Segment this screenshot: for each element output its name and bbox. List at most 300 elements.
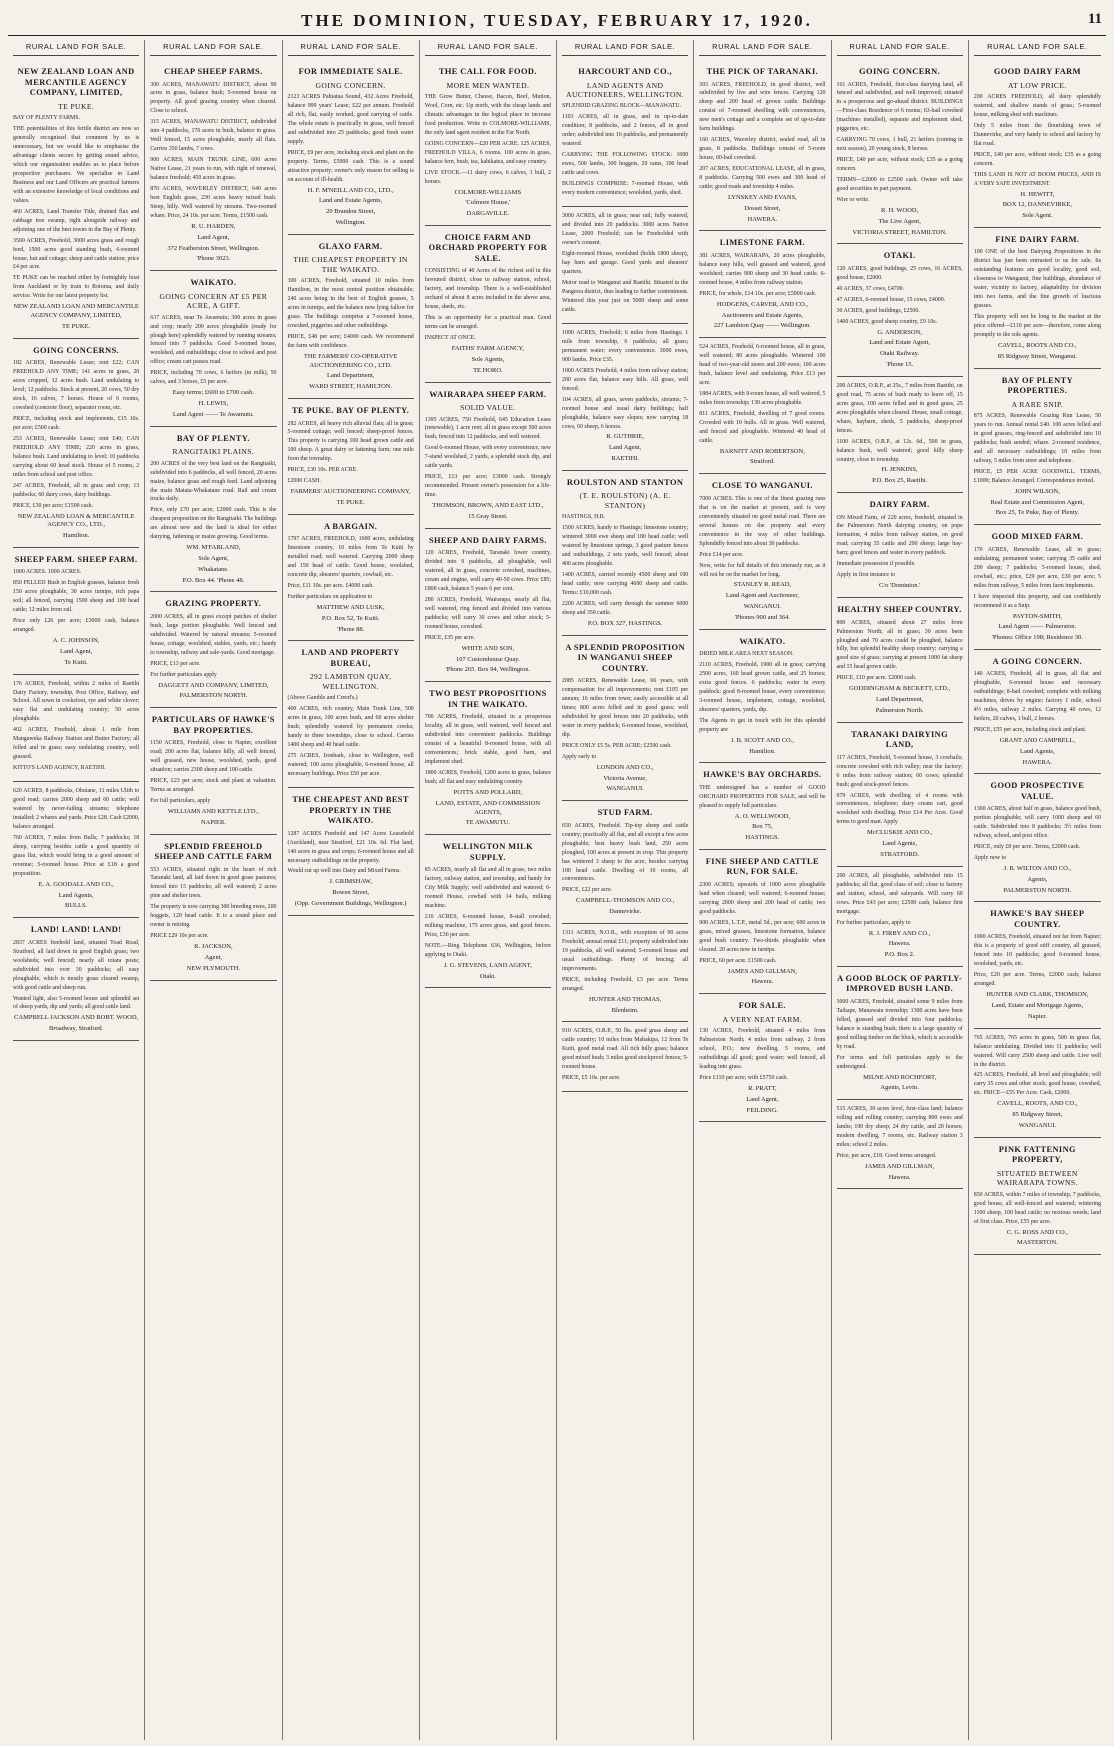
- ad-paragraph: 300 ACRES, MANAWATU DISTRICT, about 90 acres in grass, balance bush; 5-roomed house on property. All good grazing country when cleared. Close to school.: [150, 81, 277, 115]
- classified-ad: [425, 60, 551, 226]
- ad-paragraph: PRICE, including 70 cows, 6 heifers (in milk), 50 calves, and 3 horses, £5 per acre.: [150, 370, 277, 386]
- ad-signature-line: Land Department,: [875, 696, 924, 704]
- ad-heading: A GOOD BLOCK OF PARTLY-IMPROVED BUSH LAND.: [837, 973, 963, 994]
- ad-paragraph: Eight-roomed House, woolshed (holds 1800 sheep), hay barn and garage. Good yards and shearers' quarters.: [562, 251, 689, 275]
- ad-signature-line: Agents, Levin.: [880, 1084, 919, 1092]
- ad-paragraph: 850 FELLED Bush in English grasses, balance fresh 150 acres ploughable, 30 acres turnips, rich papa soil; all fenced, carrying 1500 sheep and 100 head cattle; 12 miles from rail.: [13, 580, 140, 614]
- column-header: RURAL LAND FOR SALE.: [150, 40, 276, 56]
- ad-paragraph: PRICE ONLY £5 5s. PER ACRE; £2500 cash.: [562, 742, 672, 749]
- ad-signature-line: PALMERSTON NORTH.: [1003, 886, 1072, 894]
- ad-signature-line: 227 Lambton Quay —— Wellington.: [713, 322, 811, 330]
- classified-ad: [13, 339, 139, 548]
- ad-signature-line: CAMPBELL JACKSON AND ROBT. WOOD,: [14, 1014, 139, 1022]
- column-1: [8, 40, 145, 1740]
- ad-signature-line: 'Phones 900 and 364.: [734, 613, 791, 621]
- ad-signature-line: Agent,: [204, 954, 223, 962]
- ad-paragraph: For further particulars apply: [150, 671, 217, 678]
- ad-signature-line: Land and Estate Agents,: [319, 197, 383, 205]
- ad-paragraph: PRICE, including stock and implements, £15 10s. per acre; £500 cash.: [13, 415, 140, 431]
- ad-paragraph: KITTO'S LAND AGENCY, RAETIHI.: [13, 765, 106, 772]
- ad-paragraph: DRIED MILK AREA NEXT SEASON.: [699, 651, 794, 658]
- ad-heading: FOR IMMEDIATE SALE.: [298, 67, 403, 76]
- ad-paragraph: 247 ACRES, Freehold, all in grass and crop; 13 paddocks; 60 dairy cows, dairy buildings.: [13, 482, 140, 498]
- classified-ad: [974, 650, 1101, 775]
- ad-signature-line: MATTHEW AND LUSK,: [316, 604, 385, 612]
- ad-signature-line: R. GUTHRIE,: [606, 433, 644, 441]
- ad-signature-line: J. B. WILTON AND CO.,: [1003, 865, 1072, 873]
- classified-ad: [699, 630, 825, 764]
- ad-paragraph: 3500 ACRES, Freehold, 3000 acres grass and rough feed, 1500 acres good standing bush, 6-roomed house, hut and cottage; sheep and cattle station; price £4 per acre.: [13, 237, 140, 271]
- ad-heading: CLOSE TO WANGANUI.: [711, 481, 813, 491]
- columns-container: [8, 40, 1106, 1740]
- ad-signature-line: HAWERA.: [747, 215, 778, 223]
- ad-subheading: THE CHEAPEST PROPERTY IN THE WAIKATO.: [293, 255, 408, 274]
- ad-paragraph: 553 ACRES, situated right in the heart of rich Taranaki land, all laid down in good grass pastures; fenced into 15 paddocks; all well watered; 2 acres pine and shelter trees.: [150, 866, 277, 900]
- ad-heading: HARCOURT AND CO.,: [578, 67, 673, 76]
- ad-paragraph: 700 ACRES, Freehold, situated in a prosperous locality, all in grass, well watered, well fenced and subdivided into convenient paddocks. Buildings consist of a beautiful 8-roomed house, with all conveniences; brick stable, good barn, and implement shed.: [424, 714, 551, 766]
- ad-paragraph: Apply now to: [973, 855, 1007, 862]
- ad-paragraph: NOTE.—Ring Telephone 636, Wellington, before applying to Otaki.: [424, 942, 551, 958]
- page-number: 11: [1087, 11, 1102, 27]
- ad-heading: WAIKATO.: [739, 636, 786, 646]
- ad-signature-line: HASTINGS.: [745, 834, 780, 842]
- ad-signature-line: Real Estate and Commission Agent,: [990, 498, 1085, 506]
- ad-signature-line: Easy terms; £600 to £700 cash.: [172, 389, 254, 397]
- ad-paragraph: 760 ACRES, 7 miles from Bulls; 7 paddocks; 18 sheep, carrying besides cattle a good quantity of grass flat, which would bring in a good amount of revenue; 5-roomed house. Price at £18 a good proposition.: [13, 835, 140, 877]
- ad-paragraph: 200 ACRES, all ploughable, subdivided into 15 paddocks; all flat, good class of soil; close to factory and station, school, and saleyards. Will carry 60 cows. Price £43 per acre; £2500 cash, balance first mortgage.: [836, 872, 963, 915]
- ad-signature-line: WARD STREET, HAMILTON.: [309, 383, 393, 391]
- ad-signature-line: Stratford.: [750, 458, 775, 466]
- ad-signature-line: Broadway, Stratford.: [48, 1025, 104, 1033]
- ad-paragraph: 811 ACRES, Freehold, dwelling of 7 good rooms. Crowded with 10 bulls. All in grass. Well watered, and fenced and ploughable. Wintered 40 head of cattle.: [699, 410, 826, 444]
- ad-paragraph: 100 ONE of the best Dairying Propositions in the district has just been entrusted to us for sale. Its outstanding features are good locality, good soil, closeness to Wanganui, fine buildings, abundance of water, vicinity to factory, adaptability for division into two farms, and the fine growth of luscious grasses.: [973, 249, 1101, 310]
- ad-signature-line: HUNTER AND CLARK, THOMSON,: [986, 991, 1089, 999]
- ad-paragraph: The Agents to get in touch with for this splendid property are: [699, 717, 826, 733]
- ad-paragraph: CARRYING THE FOLLOWING STOCK: 1000 ewes, 500 lambs, 300 hoggets, 20 rams, 100 head cattle and cows.: [562, 152, 689, 177]
- ad-signature-line: J. B. SCOTT AND CO.,: [730, 736, 794, 744]
- classified-ad: [150, 427, 276, 593]
- ad-heading: PINK FATTENING PROPERTY,: [998, 1144, 1076, 1165]
- ad-signature-line: TE PUKE.: [62, 322, 91, 330]
- ad-signature-line: RAETIHI.: [611, 455, 639, 462]
- classified-ad: [150, 708, 276, 834]
- ad-paragraph: 182 ACRES, Renewable Lease; rent £22; CAN FREEHOLD ANY TIME; 141 acres in grass, 20 acres cropped, 12 acres bush. Land undulating to level; 12 paddocks. Stock at present, 20 cows, 50 dry stock, 16 calves, 7 horses. House of 6 rooms, cowshed (concrete floor), separator room, etc.: [13, 360, 140, 411]
- ad-subheading: LAND AGENTS AND AUCTIONEERS, WELLINGTON.: [566, 80, 685, 99]
- ad-signature-line: (Opp. Government Buildings, Wellington.): [294, 899, 407, 907]
- classified-ad: [974, 60, 1101, 228]
- ad-signature-line: NEW ZEALAND LOAN & MERCANTILE AGENCY CO., LTD.,: [17, 512, 135, 529]
- classified-ad: [288, 60, 414, 235]
- ad-heading: GOING CONCERNS.: [33, 345, 120, 355]
- classified-ad: [288, 235, 414, 399]
- classified-ad: [288, 641, 414, 788]
- ad-signature-line: Hawera.: [751, 978, 774, 986]
- ad-subheading: MORE MEN WANTED.: [446, 80, 530, 90]
- classified-ad: [562, 801, 688, 924]
- ad-paragraph: 460 ACRES, Land Transfer Title, drained flax and cabbage tree swamp, right alongside railway and adjoining one of the best towns in the Bay of Plenty.: [13, 208, 140, 233]
- ad-paragraph: 117 ACRES, Freehold, 5-roomed house, 3 cowbails; concrete cowshed with rich valley; near the factory; 6 miles from railway station; 60 cows; splendid bush; good stock-proof fences.: [836, 754, 963, 788]
- ad-paragraph: 2085 ACRES, Renewable Lease, 66 years, with compensation for all improvements; rent £105 per annum; 16 miles from town; easily accessible at all times; 800 acres felled and in good grass; well subdivided by good fences into 20 paddocks, with water in every paddock; 6-roomed house, woolshed, dip.: [562, 678, 689, 738]
- ad-paragraph: 1000 ACRES. 1000 ACRES.: [13, 569, 82, 576]
- ad-paragraph: 620 ACRES, 8 paddocks, Ohutane, 11 miles Ulith to good road; carries 2000 sheep and 60 cattle; well watered by never-failing streams; telephone installed; 2 whares and yards. Price £28. Cash £2000, balance arranged.: [13, 788, 140, 831]
- ad-signature-line: J. G. STEVENS, LAND AGENT,: [443, 961, 532, 969]
- ad-paragraph: Motor road to Wanganui and Raetihi. Situated in the Pangiora district, thus leading to further contentment. Wintered this year just on 5000 sheep and some cattle.: [562, 279, 689, 313]
- ad-subheading: SOLID VALUE.: [460, 403, 516, 413]
- ad-paragraph: 2123 ACRES Pahiatua Sound, 432 Acres Freehold, balance 999 years' Lease; £22 per annum. Freehold all rich, flat, easily worked, good carrying of cattle. The whole estate is practically in grass, well fenced and subdivided into 25 paddocks; good fresh water supply.: [287, 93, 414, 145]
- ad-paragraph: 120 ACRES, good buildings, 25 cows, 16 ACRES, good house, £2000.: [836, 265, 963, 281]
- ad-signature-line: BULLS.: [65, 902, 88, 910]
- ad-paragraph: BAY OF PLENTY FARMS.: [13, 114, 80, 121]
- ad-signature-line: MILNE AND ROCHFORT,: [863, 1073, 937, 1081]
- ad-signature-line: CAVELL, ROOTS, AND CO.,: [997, 1100, 1078, 1108]
- ad-signature-line: Box 25, Te Puke, Bay of Plenty.: [995, 509, 1080, 517]
- ad-paragraph: 393 ACRES, FREEHOLD, in good district, well subdivided by live and wire fences. Carrying 120 sheep and 200 head of grown cattle. Buildings consist of 7-roomed dwelling with conveniences, new men's cottage and a complete set of up-to-date farm buildings.: [699, 81, 826, 133]
- column-header: RURAL LAND FOR SALE.: [425, 40, 551, 56]
- ad-paragraph: 515 ACRES, 30 acres level, first-class land; balance rolling and rolling country; carrying 800 ewes and lambs; 190 dry sheep; 24 dry cattle, and 20 horses; modern dwelling, 7 rooms, etc. Railway station 3 miles; school 2 miles.: [836, 1106, 963, 1148]
- ad-paragraph: 650 ACRES, Freehold. Tip-top sheep and cattle country; practically all flat, and all except a few acres ploughable; best heavy bush land, 250 acres ploughed, 100 acres at present in crop. This property has wintered 3 sheep to the acre, besides carrying 100 head cattle. Dwelling of 10 rooms, all conveniences.: [562, 822, 689, 883]
- ad-signature-line: Dannevirke.: [609, 908, 642, 916]
- ad-signature-line: NAPIER.: [200, 818, 226, 826]
- ad-heading: SHEEP FARM. SHEEP FARM.: [14, 554, 138, 564]
- ad-paragraph: THE undersigned has a number of GOOD ORCHARD PROPERTIES FOR SALE, and will be pleased to supply full particulars.: [699, 784, 826, 809]
- ad-subheading: AT LOW PRICE.: [1008, 80, 1067, 90]
- ad-paragraph: Apply in first instance to: [836, 572, 896, 579]
- ad-paragraph: 280 ACRES, Freehold, Wairarapa, nearly all flat, well watered, ring fenced and divided into various paddocks; will carry 30 cows and other stock; 5-roomed house, cowshed.: [424, 597, 551, 630]
- ad-signature-line: Bowen Street,: [332, 889, 370, 897]
- ad-paragraph: 1090 ACRES, Freehold; 6 miles from Hastings; 1 mile from township, 6 paddocks; all grass; permanent water; every convenience. 3000 ewes, 900 lambs. Price £35.: [562, 329, 689, 363]
- classified-ad: [699, 60, 825, 231]
- classified-ad: [837, 60, 963, 244]
- ad-paragraph: GOING CONCERN—£20 PER ACRE. 125 ACRES, FREEHOLD VILLA, 6 rooms. 100 acres in grass, balance fern, bush, tea, kahikatea, and easy country.: [424, 140, 551, 165]
- ad-paragraph: INSPECT AT ONCE.: [424, 335, 476, 342]
- ad-paragraph: 800 ACRES, situated about 27 miles from Palmerston North; all in grass; 30 acres been ploughed and 70 acres could be ploughed, balance hilly, but splendid healthy sheep country; carrying a good size of grass; carrying at present 1000 fat sheep and 15 head grown cattle.: [836, 619, 963, 671]
- ad-signature-line: 85 Ridgway Street, Wanganui.: [997, 352, 1078, 360]
- ad-paragraph: PRICE, £35 per acre.: [424, 634, 475, 641]
- ad-heading: PARTICULARS OF HAWKE'S BAY PROPERTIES.: [151, 715, 275, 735]
- ad-signature-line: R. PRATT,: [748, 1085, 777, 1093]
- ad-signature-line: JAMES AND GILLMAN,: [865, 1162, 935, 1170]
- ad-paragraph: 170 ACRES, Renewable Lease, all in grass; undulating, permanent water; carrying 35 cattle and 200 sheep; 7 paddocks; 5-roomed house, shed, cowbail, etc.; price, £29 per acre, £30 per acre; 5 miles from railway, 5 miles from farm implements.: [973, 546, 1101, 589]
- ad-heading: GOOD DAIRY FARM: [993, 67, 1081, 76]
- classified-ad: [150, 60, 276, 271]
- ad-heading: HEALTHY SHEEP COUNTRY.: [837, 605, 962, 615]
- column-header: RURAL LAND FOR SALE.: [288, 40, 414, 56]
- ad-signature-line: Land Agents,: [58, 891, 94, 899]
- ad-signature-line: 85 Ridgway Street,: [1012, 1111, 1063, 1119]
- ad-paragraph: CONSISTING of 40 Acres of the richest soil in this favoured district, close to railway station, school, factory, and township. There is a well-established orchard of about 8 acres included in the above area, house, sheds, etc.: [424, 268, 551, 311]
- ad-signature-line: Land Agent,: [60, 648, 93, 655]
- ad-paragraph: 1100 ACRES, O.R.P., at 12s. 6d., 500 in grass, balance bush, well watered; good hilly sheep country, close to township.: [836, 438, 963, 463]
- ad-signature-line: A. C. JOHNSON,: [52, 637, 100, 645]
- ad-paragraph: 300 ACRES, Freehold, situated 10 miles from Hamilton, in the most central position obtainable; 240 acres being in the best of English grasses, 5 acres in turnips, and the balance now lying fallow for grass. The buildings comprise a 7-roomed house, cowshed, piggeries and other outbuildings.: [287, 278, 414, 330]
- ad-heading: FOR SALE.: [738, 1001, 787, 1011]
- ad-paragraph: PRICE, £5 PER ACRE GOODWILL. TERMS, £1000; Balance Arranged. Correspondence invited.: [973, 468, 1101, 484]
- ad-signature-line: Land Agent,: [746, 1095, 779, 1103]
- classified-ad: [974, 1138, 1101, 1255]
- ad-heading: WAIKATO.: [190, 278, 237, 288]
- classified-ad: [699, 338, 825, 474]
- classified-ad: [562, 924, 688, 1022]
- ad-paragraph: HASTINGS, H.B.: [562, 514, 606, 521]
- ad-paragraph: 1500 ACRES, handy to Hastings; limestone country; wintered 3000 ewe sheep and 180 head cattle; well watered by limestone springs, 3 good pasture fences and outbuildings, 2 sets yards, well fenced; about 400 acres ploughable.: [562, 525, 689, 568]
- ad-paragraph: 1395 ACRES, 750 Freehold, 645 Education Lease (renewable), 1 acre rent; all in grass except 500 acres bush, fenced into 12 paddocks, and well watered.: [424, 416, 551, 441]
- classified-ad: [974, 525, 1101, 650]
- ad-signature-line: H. JENKINS,: [881, 466, 918, 474]
- ad-heading: TARANAKI DAIRYING LAND,: [851, 729, 949, 750]
- ad-paragraph: 524 ACRES, Freehold, 6-roomed house, all in grass, well watered; 80 acres ploughable. Wintered 100 head of two-year-old steers and 200 ewes; 100 acres bush, balance level and undulating. Price £13 per acre.: [699, 344, 826, 386]
- classified-ad: [562, 1022, 688, 1092]
- ad-signature-line: 'Phone 265. Box 94, Wellington.: [445, 666, 531, 674]
- ad-subheading: GOING CONCERN.: [315, 80, 386, 90]
- ad-signature-line: 'Colmore House,': [465, 199, 511, 207]
- ad-paragraph: PRICE, £55 per acre, including stock and plant.: [973, 727, 1087, 734]
- classified-ad: [562, 324, 688, 471]
- ad-signature-line: LONDON AND CO.,: [596, 763, 654, 771]
- ad-heading: GOOD MIXED FARM.: [991, 532, 1084, 542]
- ad-heading: WAIRARAPA SHEEP FARM.: [429, 389, 547, 399]
- ad-heading: HAWKE'S BAY ORCHARDS.: [703, 770, 822, 780]
- classified-ad: [974, 1029, 1101, 1138]
- ad-paragraph: I have inspected this property, and can confidently recommend it as a Snip.: [973, 593, 1101, 609]
- ad-heading: HAWKE'S BAY SHEEP COUNTRY.: [990, 909, 1085, 929]
- ad-signature-line: 20 Brandon Street,: [326, 208, 376, 216]
- ad-paragraph: THE potentialities of this fertile district are now so generally recognised that comment by us is unnecessary, but we would like to emphasise the advantage clients secure by getting sound advice, which our organisation enables us to place before prospective purchasers. We specialise in Land Business and our Land Officers are practical farmers with an extensive knowledge of local conditions and values.: [13, 125, 140, 204]
- ad-paragraph: PRICE, £30 per acre; £1500 cash.: [13, 502, 93, 509]
- ad-paragraph: 253 ACRES, Renewable Lease; rent £40; CAN FREEHOLD ANY TIME; 220 acres in grass, balance bush. Land undulating to level; 10 paddocks carrying about 60 head stock. House of 5 rooms, 2 miles from school and post office.: [13, 435, 140, 478]
- ad-paragraph: Price, per acre, £18. Good terms arranged.: [836, 1152, 937, 1159]
- column-3: [283, 40, 420, 1740]
- ad-signature-line: H. F. M'NEILL AND CO., LTD.,: [307, 186, 394, 194]
- ad-paragraph: 402 ACRES, Freehold, about 1 mile from Mangaweka Railway Station and Butter Factory; all felled and in grass; easy undulating country, well grassed.: [13, 727, 140, 761]
- ad-paragraph: 910 ACRES, O.R.P., 50 lbs. good grass sheep and cattle country; 10 miles from Mahakipa, 12 from Te Kuiti, good metal road. All rich hilly grass; balance good mixed bush; 3 miles good stockproof fences; 5-roomed house.: [562, 1028, 689, 1071]
- ad-signature-line: BOX 12, DANNEVIRKE,: [1002, 201, 1073, 209]
- ad-paragraph: PRICE, £13 per acre; £3000 cash. Strongly recommended. Present owner's possession for a life-time.: [424, 474, 551, 499]
- ad-paragraph: 130 ACRES, Freehold, situated 4 miles from Palmerston North; 4 miles from railway, 2 from school, P.O.; new dwelling, 5 rooms, and outbuildings all good; good water; well fenced, all leading into grass.: [699, 1028, 826, 1071]
- ad-signature-line: P.O. Box 25, Raetihi.: [872, 477, 928, 485]
- ad-heading: LAND AND PROPERTY BUREAU,: [301, 648, 400, 668]
- classified-ad: [837, 723, 963, 867]
- ad-signature-line: Hawera.: [888, 940, 911, 948]
- ad-heading: STUD FARM.: [597, 808, 653, 818]
- ad-paragraph: 637 ACRES, near Te Awamutu; 300 acres in grass and crop; nearly 200 acres ploughable (ready for plough here) splendidly watered by running streams; fenced into 7 paddocks. Good 5-roomed house, woolshed, and outbuildings; close to school and post office; cream cart passes road.: [150, 314, 277, 366]
- classified-ad: [974, 902, 1101, 1028]
- ad-paragraph: 1000 ACRES, Freehold, situated not far from Napier; this is a property of good stiff country, all grassed, fenced into 10 paddocks; good 6-roomed house, woolshed, yards, etc.: [973, 934, 1101, 968]
- ad-heading: THE CALL FOR FOOD.: [438, 67, 537, 76]
- ad-paragraph: (Above Gamble and Creed's.): [287, 695, 358, 702]
- ad-signature-line: WANGANUI.: [1018, 1121, 1057, 1129]
- ad-paragraph: 979 ACRES, with dwelling of 4 rooms with conveniences, telephone; dairy cream cart, good woolshed with dwelling. Price £14 Per Acre. Good terms to good man. Apply: [836, 792, 963, 826]
- ad-paragraph: Wire or write.: [836, 197, 870, 204]
- ad-signature-line: Agents,: [1027, 875, 1048, 883]
- ad-paragraph: £2000 CASH.: [287, 478, 321, 485]
- classified-ad: [699, 231, 825, 338]
- ad-paragraph: Further particulars on application to: [287, 594, 373, 601]
- ad-paragraph: 1150 ACRES, Freehold, close to Napier, excellent road; 200 acres flat, balance hilly, all well fenced, well grassed, new house, woolshed, yards, good situation; carries 2300 sheep and 100 cattle.: [150, 740, 277, 774]
- ad-paragraph: 161 ACRES, Freehold, first-class dairying land, all fenced and subdivided, and well improved; situated in a prosperous and go-ahead district. BUILDINGS—First-class Residence of 6 rooms; 63-bail cowshed (machines installed), separate and implement shed, piggeries, etc.: [836, 81, 963, 133]
- ad-signature-line: WANGANUI.: [743, 603, 782, 610]
- ad-paragraph: 2300 ACRES; upwards of 1000 acres ploughable land when cleared; well watered; 6-roomed house; carrying 2000 sheep and 200 head of cattle; two good paddocks.: [699, 881, 826, 915]
- page-title: THE DOMINION, TUESDAY, FEBRUARY 17, 1920.: [301, 10, 813, 30]
- ad-heading: BAY OF PLENTY PROPERTIES.: [1001, 375, 1074, 396]
- ad-paragraph: This property will not be long in the market at the price offered—£110 per acre—therefore, come along promptly to the sole agents.: [973, 314, 1101, 339]
- ad-paragraph: 275 ACRES, Ironbark, close to Wellington, well watered; 100 acres ploughable, 6-roomed house, all necessary buildings. Price £50 per acre.: [287, 753, 414, 778]
- ad-paragraph: 870 ACRES, WAVERLEY DISTRICT, 640 acres best English grass, 230 acres heavy mixed bush. Steep, hilly. Well watered by streams. Two-roomed whare. Price, 24 10s. per acre. Terms, £1500 cash.: [150, 186, 277, 220]
- classified-ad: [150, 835, 276, 981]
- ad-heading: WELLINGTON MILK SUPPLY.: [442, 842, 534, 862]
- classified-ad: [837, 244, 963, 376]
- classified-ad: [699, 850, 825, 994]
- ad-signature-line: BARNITT AND ROBERTSON,: [719, 447, 805, 455]
- ad-signature-line: COLMORE-WILLIAMS: [454, 188, 522, 196]
- ad-signature-line: HODGENS, CARVER, AND CO.,: [716, 300, 808, 308]
- ad-heading: GOING CONCERN.: [859, 67, 941, 76]
- ad-signature-line: GRANT AND CAMPBELL,: [999, 737, 1076, 745]
- ad-signature-line: 'Phones: Office 198; Residence 30.: [991, 634, 1083, 642]
- ad-paragraph: PRICE, £13 per acre.: [150, 660, 201, 667]
- ad-signature-line: 107 Customhouse Quay.: [456, 655, 520, 663]
- ad-heading: A SPLENDID PROPOSITION IN WANGANUI SHEEP COUNTRY.: [565, 642, 685, 673]
- ad-signature-line: TE AWAMUTU.: [465, 819, 510, 827]
- ad-paragraph: 200 ACRES FREEHOLD, all dairy splendidly watered, and shallow stands of grass; 5-roomed house, milking shed with machines.: [973, 93, 1101, 118]
- ad-paragraph: PRICE, including Freehold, £3 per acre. Terms arranged.: [562, 976, 689, 992]
- ad-signature-line: P.O. BOX 327, HASTINGS.: [587, 619, 663, 627]
- ad-paragraph: 160 ACRES, Waverley district, sealed road, all in grass, 8 paddocks. Buildings consist of 5-room house, 60-bail cowshed.: [699, 137, 826, 162]
- ad-paragraph: 3000 ACRES, Freehold, situated some 9 miles from Taihape, Manawatu township; 1300 acres have been felled, grassed and divided into four paddocks; balance is standing bush; there is a large quantity of good milling timber on the block, which is accessible by road.: [836, 998, 963, 1050]
- ad-signature-line: Land Agents,: [882, 840, 917, 848]
- ad-paragraph: Apply early to: [562, 753, 597, 760]
- ad-paragraph: LIVE STOCK.—11 dairy cows, 6 calves, 1 bull, 2 horses.: [424, 169, 551, 185]
- ad-paragraph: 875 ACRES, Renewable Grazing Run Lease, 50 years to run. Annual rental £40. 100 acres felled and in good grasses, ring-fenced and subdivided into 10 paddocks; bush seeded; whare. 2-roomed residence, and all necessary outbuildings; 10 miles from railway, 5 miles from store and telephone.: [973, 413, 1101, 465]
- classified-ad: [150, 592, 276, 708]
- ad-signature-line: WM. M'FARLAND,: [186, 544, 241, 552]
- ad-signature-line: The Live Agent,: [878, 217, 921, 225]
- ad-signature-line: Box 75,: [752, 823, 773, 831]
- masthead: [8, 6, 1106, 36]
- ad-signature-line: VICTORIA STREET, HAMILTON.: [852, 228, 947, 236]
- ad-signature-line: POTTS AND POLLARD,: [453, 788, 523, 796]
- ad-paragraph: 2000 ACRES, all in grass except patches of shelter bush, large portion ploughable. Well fenced and subdivided. Watered by natural streams; 5-roomed house, cottage, woolshed, stables, yards, etc.; handy to township, railway and sale-yards. Good mortgage.: [150, 613, 277, 656]
- ad-signature-line: FAITHS' FARM AGENCY,: [451, 345, 524, 353]
- ad-signature-line: Napier.: [1027, 1012, 1047, 1020]
- ad-paragraph: Immediate possession if possible.: [836, 561, 916, 568]
- ad-paragraph: 381 ACRES, WAIRARAPA, 20 acres ploughable, balance easy hills, well grassed and watered, good woolshed; carries 900 sheep and 30 head cattle. 6-roomed house, 4 miles from railway station.: [699, 252, 826, 286]
- ad-signature-line: H. HEWITT,: [1020, 190, 1055, 198]
- ad-paragraph: 425 ACRES, Freehold, all level and ploughable; will carry 35 cows and other stock; good house, cowshed, etc. PRICE—£55 Per Acre. Cash, £2000.: [973, 1072, 1101, 1097]
- ad-paragraph: 30 ACRES, good buildings, £2500.: [836, 307, 920, 314]
- ad-paragraph: 200 ACRES, O.R.P., at 25s., 7 miles from Raetihi, on good road, 75 acres of bush ready to leave off, 15 acres grass, 100 acres felled and in good grass, 25 acres ploughable when cleared. House, small cottage, whare, haybarn, sheds, 5 paddocks, sheep-proof fences.: [836, 382, 963, 434]
- column-header: RURAL LAND FOR SALE.: [562, 40, 688, 56]
- ad-signature-line: Sole Agent,: [198, 555, 229, 563]
- ad-signature-line: Sole Agents,: [471, 355, 505, 363]
- ad-heading: LIMESTONE FARM.: [719, 238, 805, 248]
- ad-signature-line: Whakatane.: [197, 565, 229, 573]
- ad-paragraph: 200 ACRES of the very best land on the Rangitaiki, subdivided into 6 paddocks, all well fenced, 20 acres maize, balance grass and rough feed. Land adjoining the main Matata-Whakatane road. Rail and cream trucks daily.: [150, 460, 277, 503]
- ad-paragraph: The property is now carrying 300 breeding ewes, 200 hoggets, 120 head cattle. It is a sound place and owner is retiring.: [150, 904, 277, 929]
- ad-paragraph: 7000 ACRES. This is one of the finest grazing runs that is on the market at present, and is very conveniently situated on good metal road. There are several houses on the property and every convenience in the way of other buildings. Splendidly fenced into about 30 paddocks.: [699, 495, 826, 547]
- ad-signature-line: JAMES AND GILLMAN,: [727, 967, 797, 975]
- ad-heading: FINE DAIRY FARM.: [995, 234, 1080, 244]
- classified-ad: [562, 636, 688, 802]
- ad-signature-line: Dosset Street,: [744, 204, 781, 212]
- ad-heading: THE PICK OF TARANAKI.: [706, 67, 819, 76]
- ad-heading: GOOD PROSPECTIVE VALUE.: [990, 781, 1085, 801]
- ad-signature-line: Land and Estate Agent,: [869, 339, 930, 347]
- ad-paragraph: SPLENDID GRAZING BLOCK—MANAWATU.: [562, 103, 682, 110]
- classified-ad: [288, 515, 414, 642]
- ad-paragraph: PRICE, 60 per acre. £1500 cash.: [699, 957, 777, 964]
- ad-paragraph: 765 ACRES, 765 acres in grass, 500 in grass flat, balance undulating. Divided into 11 paddocks; well watered. Will carry 2500 sheep and cattle. Live well in the district.: [973, 1034, 1101, 1068]
- ad-signature-line: 'Phone 15.: [886, 361, 914, 368]
- ad-signature-line: Palmerston North.: [875, 706, 924, 714]
- ad-signature-line: C. G. ROSS AND CO.,: [1006, 1228, 1068, 1236]
- column-header: RURAL LAND FOR SALE.: [974, 40, 1101, 56]
- classified-ad: [425, 529, 551, 682]
- ad-signature-line: 15 Gray Street.: [468, 512, 508, 520]
- ad-heading: CHEAP SHEEP FARMS.: [164, 67, 263, 76]
- ad-subheading: (T. E. ROULSTON) (A. E. STANTON): [579, 491, 671, 510]
- classified-ad: [837, 867, 963, 967]
- ad-signature-line: McCLUSKIE AND CO.,: [866, 829, 933, 837]
- ad-signature-line: Hawera.: [888, 1173, 911, 1181]
- ad-paragraph: 900 ACRES, MAIN TRUNK LINE, 600 acres Native Lease, 21 years to run, with right of renewal, balance freehold; 450 acres in grass.: [150, 157, 277, 182]
- ad-heading: GRAZING PROPERTY.: [165, 599, 262, 609]
- ad-signature-line: NEW ZEALAND LOAN AND MERCANTILE AGENCY COMPANY, LIMITED,: [13, 303, 139, 320]
- ad-paragraph: This is an opportunity for a practical man. Good terms can be arranged.: [424, 315, 551, 331]
- ad-signature-line: WANGANUI.: [606, 785, 644, 793]
- ad-signature-line: JOHN WILSON,: [1014, 487, 1060, 495]
- ad-paragraph: BUILDINGS COMPRISE: 7-roomed House, with every modern convenience; woolshed, yards, shed.: [562, 181, 689, 197]
- ad-paragraph: 47 ACRES, 6-roomed house, 15 cows, £4000.: [836, 296, 946, 303]
- ad-signature-line: P.O. Box 2.: [884, 951, 915, 959]
- ad-paragraph: 1400 ACRES, good sheep country, £9 10s.: [836, 318, 938, 325]
- ad-signature-line: Te Kuiti.: [64, 658, 88, 666]
- ad-signature-line: C/o 'Dominion.': [878, 582, 921, 590]
- ad-signature-line: THOMSON, BROWN, AND EAST LTD.,: [432, 502, 544, 510]
- ad-signature-line: Land Department,: [326, 372, 375, 380]
- ad-paragraph: 315 ACRES, MANAWATU DISTRICT, subdivided into 4 paddocks, 170 acres in bush, balance in grass. Well fenced, 15 acres ploughable, nearly all flats. Carries 350 lambs, 7 cows.: [150, 119, 277, 153]
- classified-ad: [425, 226, 551, 383]
- ad-signature-line: THE FARMERS' CO-OPERATIVE AUCTIONEERING CO., LTD.: [303, 352, 398, 369]
- ad-paragraph: PRICE, £40 per acre, without stock; £35 as a going concern.: [836, 157, 963, 173]
- column-2: [145, 40, 282, 1740]
- ad-paragraph: 1103 ACRES, all in grass, and in up-to-date condition; 8 paddocks, and 2 fences, all in good order; subdivided into 16 paddocks, and permanently watered.: [562, 114, 689, 148]
- ad-signature-line: PALMERSTON NORTH.: [179, 692, 248, 700]
- ad-paragraph: 900 ACRES, L.T.P., metal 5d., per acre; 600 acres in grass, mixed grasses, limestone formation, balance good bush country. Two-thirds ploughable when cleared. 20 acres now in turnips.: [699, 919, 826, 953]
- ad-signature-line: E. A. GOODALL AND CO.,: [38, 880, 114, 888]
- ad-paragraph: 2110 ACRES, Freehold, 1900 all in grass; carrying 2500 acres, 160 head grown cattle, and 25 horses; extra good fences. 6 paddocks; water in every paddock; good 8-roomed house, every convenience; 3-roomed house, implement, cottage, woolshed, shearers' quarters, yards, dip.: [699, 662, 826, 713]
- ad-heading: FINE SHEEP AND CATTLE RUN, FOR SALE.: [705, 856, 819, 877]
- classified-ad: [837, 967, 963, 1100]
- classified-ad: [562, 207, 688, 324]
- classified-ad: [837, 493, 963, 598]
- ad-signature-line: Land, Estate and Mortgage Agents,: [991, 1002, 1084, 1010]
- ad-paragraph: Wanted light, also 5-roomed house and splendid set of sheep yards, dip and yards; all good cattle land.: [13, 995, 140, 1011]
- ad-signature-line: TE PUKE.: [336, 499, 365, 507]
- ad-paragraph: 210 ACRES, 6-roomed house, 8-stall cowshed; milking machine, 175 acres grass, and good fences. Price, £36 per acre.: [424, 913, 551, 938]
- ad-signature-line: STANLEY R. READ,: [733, 581, 792, 589]
- ad-signature-line: LYNSKEY AND EVANS,: [727, 194, 797, 202]
- classified-ad: [425, 682, 551, 835]
- classified-ad: [837, 377, 963, 493]
- ad-subheading: 292 LAMBTON QUAY, WELLINGTON.: [309, 672, 392, 691]
- ad-heading: BAY OF PLENTY.: [176, 433, 250, 443]
- ad-paragraph: THIS LAND IS NOT AT BOOM PRICES, AND IS A VERY SAFE INVESTMENT.: [973, 171, 1101, 187]
- ad-signature-line: R. J. FIRBY AND CO.,: [868, 929, 931, 937]
- ad-paragraph: 176 ACRES, Freehold, within 2 miles of Raetihi Dairy Factory, township, Post Office, Railway, and School. All sown in cocksfoot, rye and white clover; easy flat and undulating country; 50 acres ploughable.: [13, 680, 140, 723]
- ad-signature-line: Land Agent,: [609, 444, 642, 452]
- ad-paragraph: 2837 ACRES freehold land, situated Toad Road, Stratford, all laid down in good English grass; two woolsheds; well fenced; nearly all totara posts; subdivided into over 30 paddocks; all easy ploughable, which is mostly grass cleared swamp, with good cattle and sheep run.: [13, 939, 140, 991]
- ad-heading: DAIRY FARM.: [869, 500, 930, 510]
